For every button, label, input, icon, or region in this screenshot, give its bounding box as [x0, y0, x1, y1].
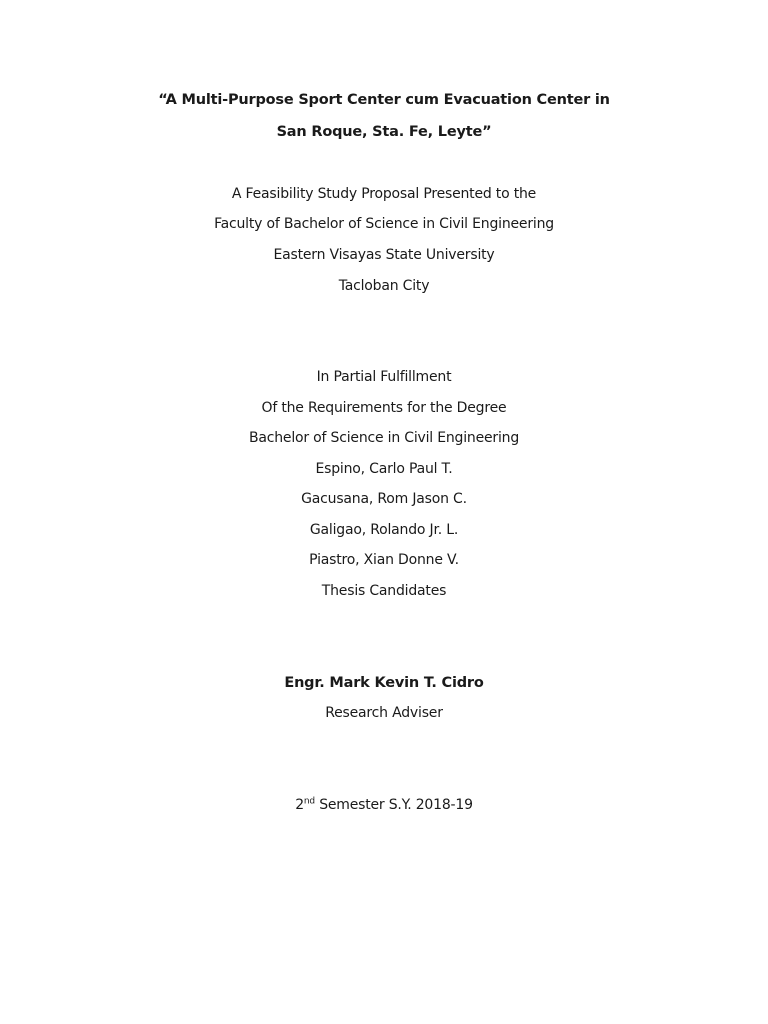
candidate-name: Espino, Carlo Paul T.: [315, 461, 453, 477]
semester-number: 2: [295, 797, 304, 813]
proposal-line-1: A Feasibility Study Proposal Presented to the: [231, 186, 537, 202]
adviser-name: Engr. Mark Kevin T. Cidro: [284, 675, 484, 691]
proposal-line-2: Faculty of Bachelor of Science in Civil Engineering: [214, 216, 554, 232]
city-name: Tacloban City: [338, 278, 430, 294]
candidates-label: Thesis Candidates: [321, 583, 447, 599]
semester-ordinal: nd: [303, 796, 315, 807]
university-name: Eastern Visayas State University: [273, 247, 495, 263]
fulfillment-line-1: In Partial Fulfillment: [316, 369, 452, 385]
semester-line: [0, 797, 768, 813]
candidate-name: Galigao, Rolando Jr. L.: [309, 522, 459, 538]
title-line-2: San Roque, Sta. Fe, Leyte”: [276, 124, 492, 140]
candidate-name: Gacusana, Rom Jason C.: [301, 491, 467, 507]
title-line-1: “A Multi-Purpose Sport Center cum Evacuation Center in: [158, 92, 610, 108]
degree-name: Bachelor of Science in Civil Engineering: [248, 430, 520, 446]
semester-text: Semester S.Y. 2018-19: [314, 797, 473, 813]
fulfillment-line-2: Of the Requirements for the Degree: [261, 400, 507, 416]
candidate-name: Piastro, Xian Donne V.: [309, 552, 459, 568]
adviser-role: Research Adviser: [325, 705, 443, 721]
